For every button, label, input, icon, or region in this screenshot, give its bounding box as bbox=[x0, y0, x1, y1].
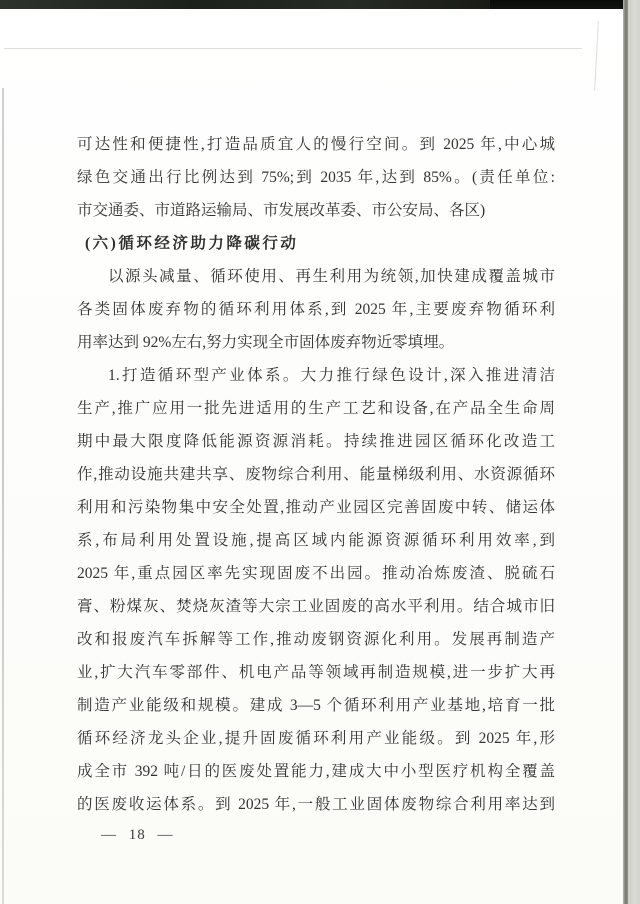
text-line: 1.打造循环型产业体系。大力推行绿色设计,深入推进清洁 bbox=[108, 367, 555, 384]
text-line: 系,布局利用处置设施,提高区域内能源资源循环利用效率,到 bbox=[77, 532, 555, 549]
text-line: 循环经济龙头企业,提升固废循环利用产业能级。到 2025 年,形 bbox=[77, 730, 555, 747]
text-line: 利用和污染物集中安全处置,推动产业园区完善固废中转、储运体 bbox=[77, 499, 555, 516]
document-text bbox=[77, 128, 555, 821]
text-line: 期中最大限度降低能源资源消耗。持续推进园区循环化改造工 bbox=[77, 433, 555, 450]
text-line: 业,扩大汽车零部件、机电产品等领域再制造规模,进一步扩大再 bbox=[77, 664, 555, 681]
text-line: 膏、粉煤灰、焚烧灰渣等大宗工业固废的高水平利用。结合城市旧 bbox=[77, 598, 555, 615]
text-line: 2025 年,重点园区率先实现固废不出园。推动冶炼废渣、脱硫石 bbox=[77, 565, 555, 582]
sheet-top-highlight bbox=[0, 18, 618, 48]
sheet-edge-seam bbox=[4, 48, 582, 49]
section-heading: (六)循环经济助力降碳行动 bbox=[85, 235, 299, 252]
text-line: 作,推动设施共建共享、废物综合利用、能量梯级利用、水资源循环 bbox=[77, 466, 555, 483]
text-line: 绿色交通出行比例达到 75%;到 2035 年,达到 85%。(责任单位: bbox=[77, 169, 555, 186]
text-line: 生产,推广应用一批先进适用的生产工艺和设备,在产品全生命周 bbox=[77, 400, 555, 417]
text-line: 可达性和便捷性,打造品质宜人的慢行空间。到 2025 年,中心城 bbox=[77, 136, 555, 153]
scan-edge-right-dark-line bbox=[623, 0, 628, 904]
scan-edge-right-light bbox=[628, 0, 640, 904]
text-line: 市交通委、市道路运输局、市发展改革委、市公安局、各区) bbox=[77, 202, 486, 219]
text-line: 以源头减量、循环使用、再生利用为统领,加快建成覆盖城市 bbox=[108, 268, 555, 285]
page-number: — 18 — bbox=[101, 827, 174, 843]
text-line: 用率达到 92%左右,努力实现全市固体废弃物近零填埋。 bbox=[77, 334, 455, 351]
text-line: 的医废收运体系。到 2025 年,一般工业固体废物综合利用率达到 bbox=[77, 796, 555, 813]
text-line: 成全市 392 吨/日的医废处置能力,建成大中小型医疗机构全覆盖 bbox=[77, 763, 555, 780]
scan-edge-left bbox=[2, 88, 4, 904]
text-line: 各类固体废弃物的循环利用体系,到 2025 年,主要废弃物循环利 bbox=[77, 301, 555, 318]
text-line: 改和报废汽车拆解等工作,推动废钢资源化利用。发展再制造产 bbox=[77, 631, 555, 648]
text-line: 制造产业能级和规模。建成 3—5 个循环利用产业基地,培育一批 bbox=[77, 697, 555, 714]
